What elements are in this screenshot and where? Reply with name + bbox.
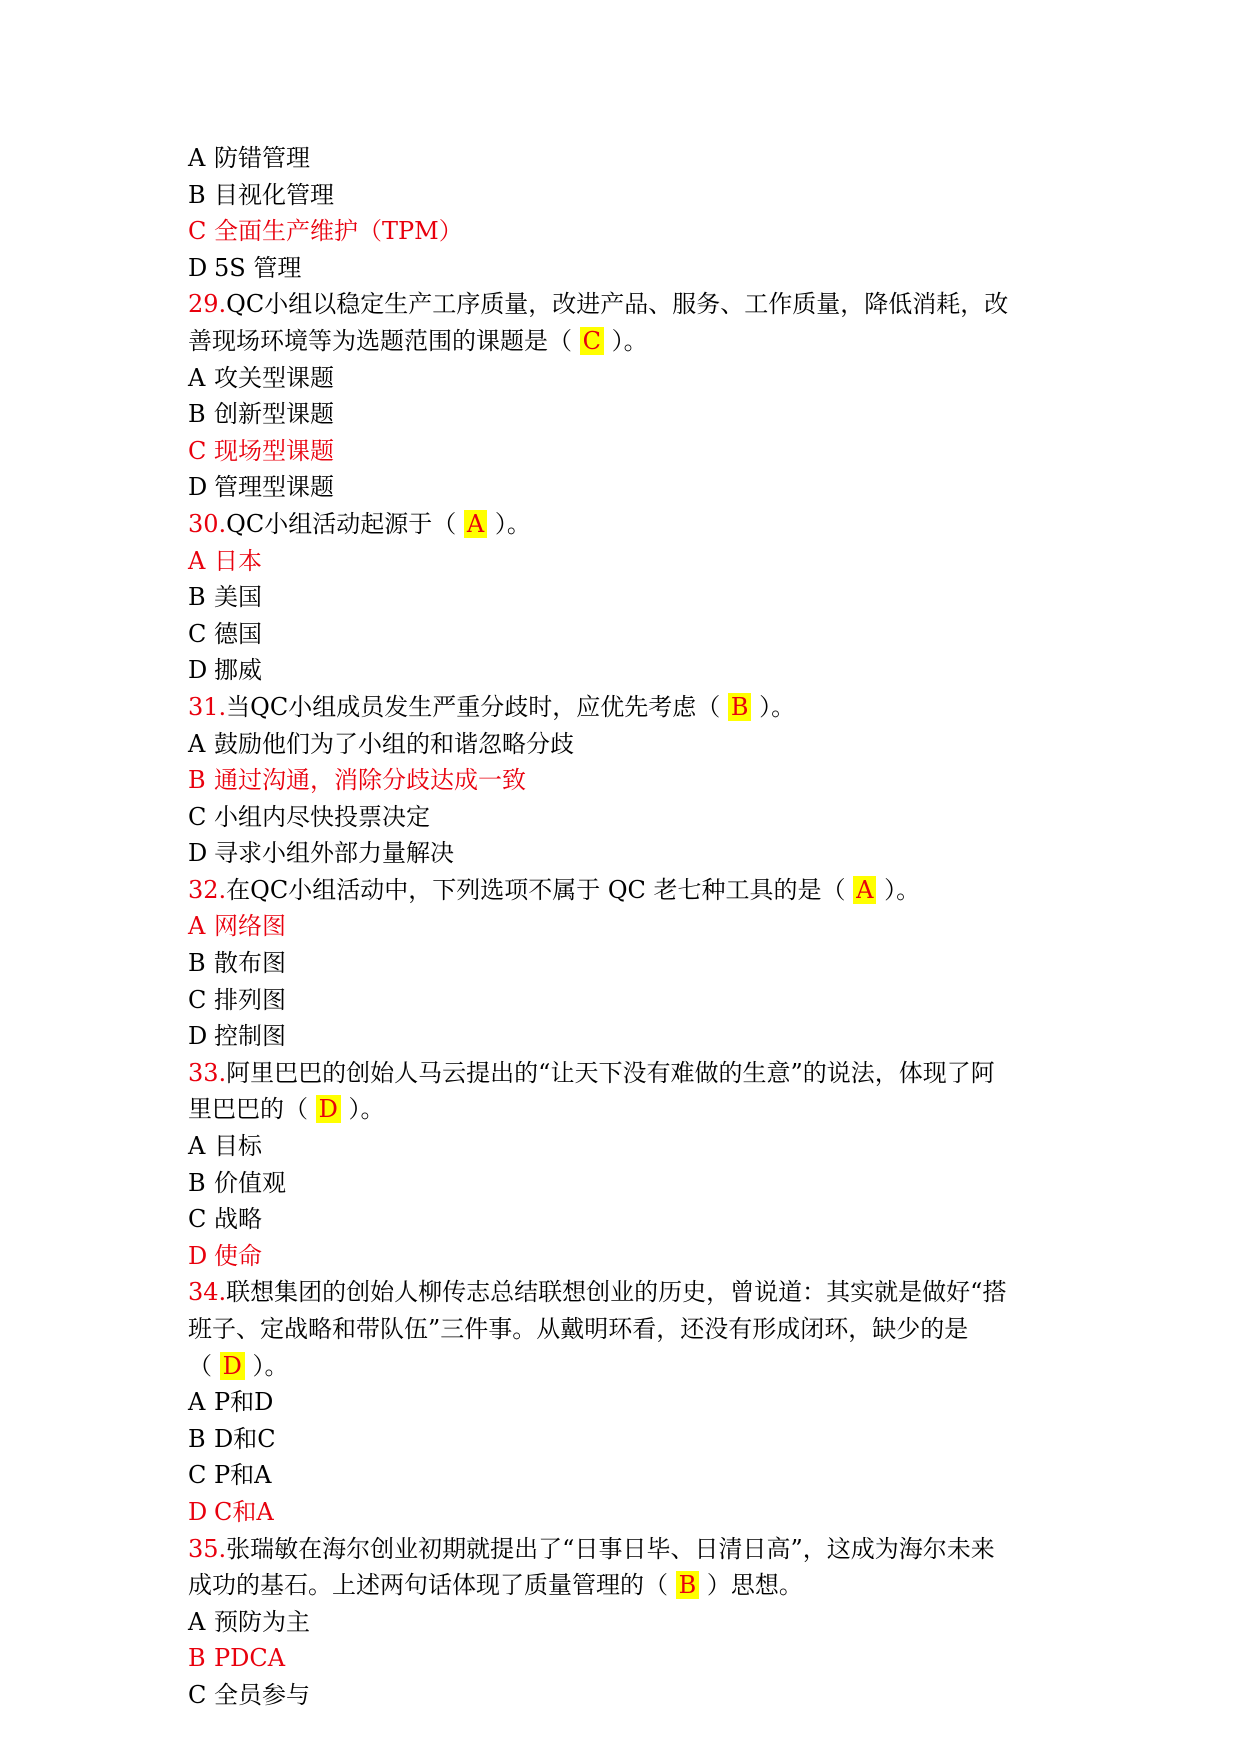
question-text-end: ）。 xyxy=(604,326,648,355)
option-text: 价值观 xyxy=(214,1168,286,1197)
question-number: 30. xyxy=(188,509,227,538)
option-text: 目视化管理 xyxy=(214,180,334,209)
option-text: 通过沟通，消除分歧达成一致 xyxy=(214,766,526,795)
question-block xyxy=(188,286,1068,506)
option-letter: C xyxy=(188,619,207,648)
option-letter: B xyxy=(188,583,206,612)
option-letter: D xyxy=(188,473,208,502)
question-stem-line xyxy=(188,1055,1068,1092)
correct-option xyxy=(188,1640,1068,1677)
option-letter: C xyxy=(188,436,207,465)
option xyxy=(188,1457,1068,1494)
question-text: 联想集团的创始人柳传志总结联想创业的历史，曾说道：其实就是做好“搭 xyxy=(226,1278,1007,1307)
option-letter: C xyxy=(188,1461,207,1490)
option-text: D和C xyxy=(214,1424,276,1453)
option xyxy=(188,1128,1068,1165)
option-text: 使命 xyxy=(214,1241,262,1270)
question-stem-line xyxy=(188,872,1068,909)
option-letter: C xyxy=(188,802,207,831)
question-number: 29. xyxy=(188,290,227,319)
option-letter: B xyxy=(188,1424,206,1453)
question-stem-line xyxy=(188,1531,1068,1568)
option-letter: B xyxy=(188,949,206,978)
option xyxy=(188,945,1068,982)
option-text: 预防为主 xyxy=(214,1607,310,1636)
option-letter: A xyxy=(188,1607,206,1636)
correct-option xyxy=(188,213,1068,250)
option xyxy=(188,726,1068,763)
question-text: 班子、定战略和带队伍”三件事。从戴明环看，还没有形成闭环，缺少的是 xyxy=(188,1315,969,1343)
correct-option xyxy=(188,1238,1068,1275)
option-letter: A xyxy=(188,912,206,941)
option xyxy=(188,1421,1068,1458)
option-text: P和D xyxy=(214,1388,274,1417)
option-letter: D xyxy=(188,253,208,282)
option-text: 创新型课题 xyxy=(214,400,334,429)
answer-highlight: C xyxy=(580,327,604,355)
question-text-end: ）。 xyxy=(487,509,531,538)
option-letter: A xyxy=(188,144,206,172)
option-letter: B xyxy=(188,766,206,795)
option-letter: C xyxy=(188,1680,207,1709)
option-text: P和A xyxy=(214,1461,272,1490)
answer-highlight: B xyxy=(728,693,752,721)
question-text: 里巴巴的（ xyxy=(188,1095,316,1124)
question-stem-line xyxy=(188,323,1068,360)
option-text: C和A xyxy=(214,1497,274,1526)
option-text: 挪威 xyxy=(214,656,262,685)
option-text: 全面生产维护（TPM） xyxy=(214,217,463,246)
question-stem-line xyxy=(188,1348,1068,1385)
question-number: 35. xyxy=(188,1534,227,1563)
question-stem-line xyxy=(188,1274,1068,1311)
question-text: 善现场环境等为选题范围的课题是（ xyxy=(188,326,580,355)
option-letter: D xyxy=(188,1241,208,1270)
correct-option xyxy=(188,433,1068,470)
option xyxy=(188,835,1068,872)
answer-highlight: A xyxy=(853,876,876,904)
question-block xyxy=(188,1055,1068,1275)
question-stem-line xyxy=(188,506,1068,543)
question-text: QC小组活动起源于（ xyxy=(226,509,464,538)
question-text: 当QC小组成员发生严重分歧时，应优先考虑（ xyxy=(226,692,728,721)
option xyxy=(188,579,1068,616)
option-text: 散布图 xyxy=(214,949,286,978)
option xyxy=(188,616,1068,653)
option-text: 5S 管理 xyxy=(214,253,302,282)
question-text: QC小组以稳定生产工序质量，改进产品、服务、工作质量，降低消耗，改 xyxy=(226,290,1009,319)
option-letter: C xyxy=(188,1205,207,1234)
question-block xyxy=(188,1274,1068,1530)
question-text-end: ）。 xyxy=(340,1095,385,1124)
option xyxy=(188,140,1068,177)
question-stem-line xyxy=(188,1311,1068,1348)
option-text: 目标 xyxy=(214,1132,262,1161)
option-text: 战略 xyxy=(214,1205,262,1234)
option-letter: D xyxy=(188,1022,208,1051)
answer-highlight: A xyxy=(464,510,487,538)
correct-option xyxy=(188,1494,1068,1531)
option-letter: D xyxy=(188,839,208,868)
question-text-end: ）思想。 xyxy=(699,1571,803,1600)
question-text-end: ）。 xyxy=(244,1351,289,1380)
option-letter: B xyxy=(188,1644,206,1673)
option-text: 防错管理 xyxy=(214,144,310,172)
option-letter: B xyxy=(188,400,206,429)
question-stem-line xyxy=(188,689,1068,726)
option xyxy=(188,1201,1068,1238)
option-text: 美国 xyxy=(214,583,262,612)
question-text-end: ）。 xyxy=(876,875,921,904)
option xyxy=(188,250,1068,287)
option xyxy=(188,1165,1068,1202)
option-letter: A xyxy=(188,363,206,392)
question-text: 阿里巴巴的创始人马云提出的“让天下没有难做的生意”的说法，体现了阿 xyxy=(226,1058,995,1087)
option-text: PDCA xyxy=(214,1644,286,1673)
option-text: 现场型课题 xyxy=(214,436,334,465)
option-letter: A xyxy=(188,546,206,575)
option-text: 德国 xyxy=(214,619,262,648)
question-number: 31. xyxy=(188,692,227,721)
question-block xyxy=(188,506,1068,689)
question-text: 张瑞敏在海尔创业初期就提出了“日事日毕、日清日高”，这成为海尔未来 xyxy=(226,1534,995,1563)
question-text-end: ）。 xyxy=(751,692,796,721)
option-letter: C xyxy=(188,985,207,1014)
question-number: 34. xyxy=(188,1278,227,1307)
option xyxy=(188,652,1068,689)
option xyxy=(188,1018,1068,1055)
option-letter: A xyxy=(188,1132,206,1161)
option xyxy=(188,1384,1068,1421)
option-text: 日本 xyxy=(214,546,262,575)
option xyxy=(188,1677,1068,1714)
correct-option xyxy=(188,762,1068,799)
option-letter: A xyxy=(188,729,206,758)
question-block xyxy=(188,872,1068,1055)
option xyxy=(188,396,1068,433)
answer-highlight: D xyxy=(220,1352,245,1380)
option xyxy=(188,982,1068,1019)
answer-highlight: D xyxy=(316,1095,341,1123)
option-text: 网络图 xyxy=(214,912,286,941)
option xyxy=(188,1604,1068,1641)
option-text: 管理型课题 xyxy=(214,473,334,502)
option-text: 排列图 xyxy=(214,985,286,1014)
question-stem-line xyxy=(188,1567,1068,1604)
question-block xyxy=(188,1531,1068,1714)
question-block xyxy=(188,689,1068,872)
option-text: 控制图 xyxy=(214,1022,286,1051)
question-number: 33. xyxy=(188,1058,227,1087)
question-stem-line xyxy=(188,286,1068,323)
option-text: 攻关型课题 xyxy=(214,363,334,392)
question-list xyxy=(188,140,1068,1714)
option-text: 小组内尽快投票决定 xyxy=(214,802,430,831)
option-letter: C xyxy=(188,217,207,246)
option-letter: A xyxy=(188,1388,206,1417)
option xyxy=(188,360,1068,397)
option-text: 寻求小组外部力量解决 xyxy=(214,839,454,868)
option-letter: B xyxy=(188,1168,206,1197)
correct-option xyxy=(188,543,1068,580)
question-text: 在QC小组活动中，下列选项不属于 QC 老七种工具的是（ xyxy=(226,875,854,904)
option-text: 全员参与 xyxy=(214,1680,310,1709)
option-letter: B xyxy=(188,180,206,209)
correct-option xyxy=(188,908,1068,945)
option-text: 鼓励他们为了小组的和谐忽略分歧 xyxy=(214,729,574,758)
option xyxy=(188,469,1068,506)
question-text: 成功的基石。上述两句话体现了质量管理的（ xyxy=(188,1571,676,1600)
question-stem-line xyxy=(188,1091,1068,1128)
option-letter: D xyxy=(188,1497,208,1526)
question-number: 32. xyxy=(188,875,227,904)
option xyxy=(188,177,1068,214)
option xyxy=(188,799,1068,836)
question-text: （ xyxy=(188,1351,220,1380)
answer-highlight: B xyxy=(676,1571,700,1599)
option-letter: D xyxy=(188,656,208,685)
